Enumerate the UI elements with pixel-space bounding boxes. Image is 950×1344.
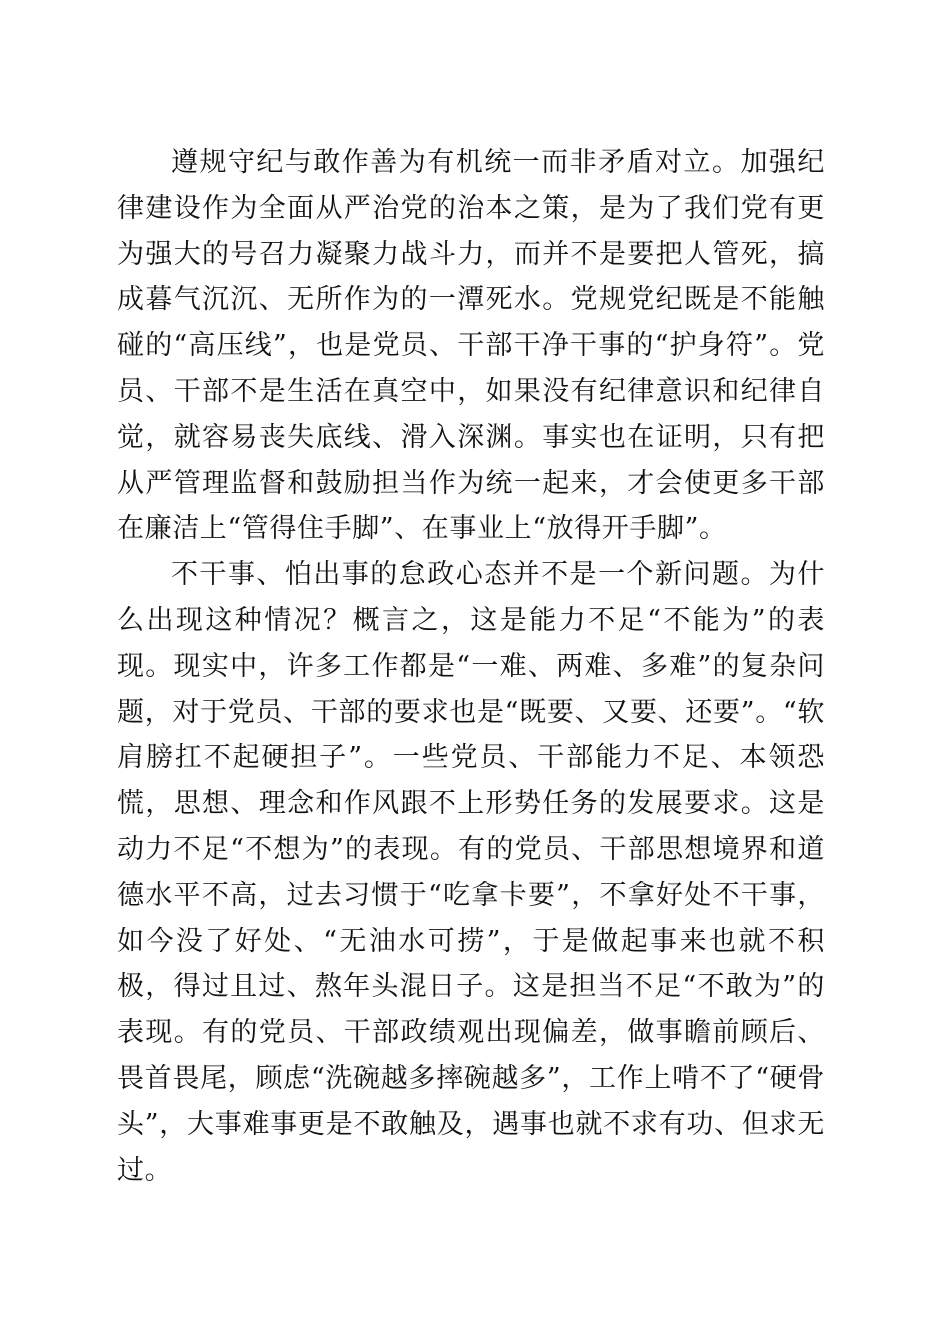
paragraph-lazy-governance: 不干事、怕出事的怠政心态并不是一个新问题。为什么出现这种情况？概言之，这是能力不足“不能为”的表现。现实中，许多工作都是“一难、两难、多难”的复杂问题，对于党员、干部的要求也是“既要、又要、还要”。“软肩膀扛不起硬担子”。一些党员、干部能力不足、本领恐慌，思想、理念和作风跟不上形势任务的发展要求。这是动力不足“不想为”的表现。有的党员、干部思想境界和道德水平不高，过去习惯于“吃拿卡要”，不拿好处不干事，如今没了好处、“无油水可捞”，于是做起事来也就不积极，得过且过、熬年头混日子。这是担当不足“不敢为”的表现。有的党员、干部政绩观出现偏差，做事瞻前顾后、畏首畏尾，顾虑“洗碗越多摔碗越多”，工作上啃不了“硬骨头”，大事难事更是不敢触及，遇事也就不求有功、但求无过。 <box>117 559 825 1186</box>
paragraph-discipline-and-action: 遵规守纪与敢作善为有机统一而非矛盾对立。加强纪律建设作为全面从严治党的治本之策，是为了我们党有更为强大的号召力凝聚力战斗力，而并不是要把人管死，搞成暮气沉沉、无所作为的一潭死水。党规党纪既是不能触碰的“高压线”，也是党员、干部干净干事的“护身符”。党员、干部不是生活在真空中，如果没有纪律意识和纪律自觉，就容易丧失底线、滑入深渊。事实也在证明，只有把从严管理监督和鼓励担当作为统一起来，才会使更多干部在廉洁上“管得住手脚”、在事业上“放得开手脚”。 <box>117 147 825 545</box>
document-page <box>117 140 825 1193</box>
